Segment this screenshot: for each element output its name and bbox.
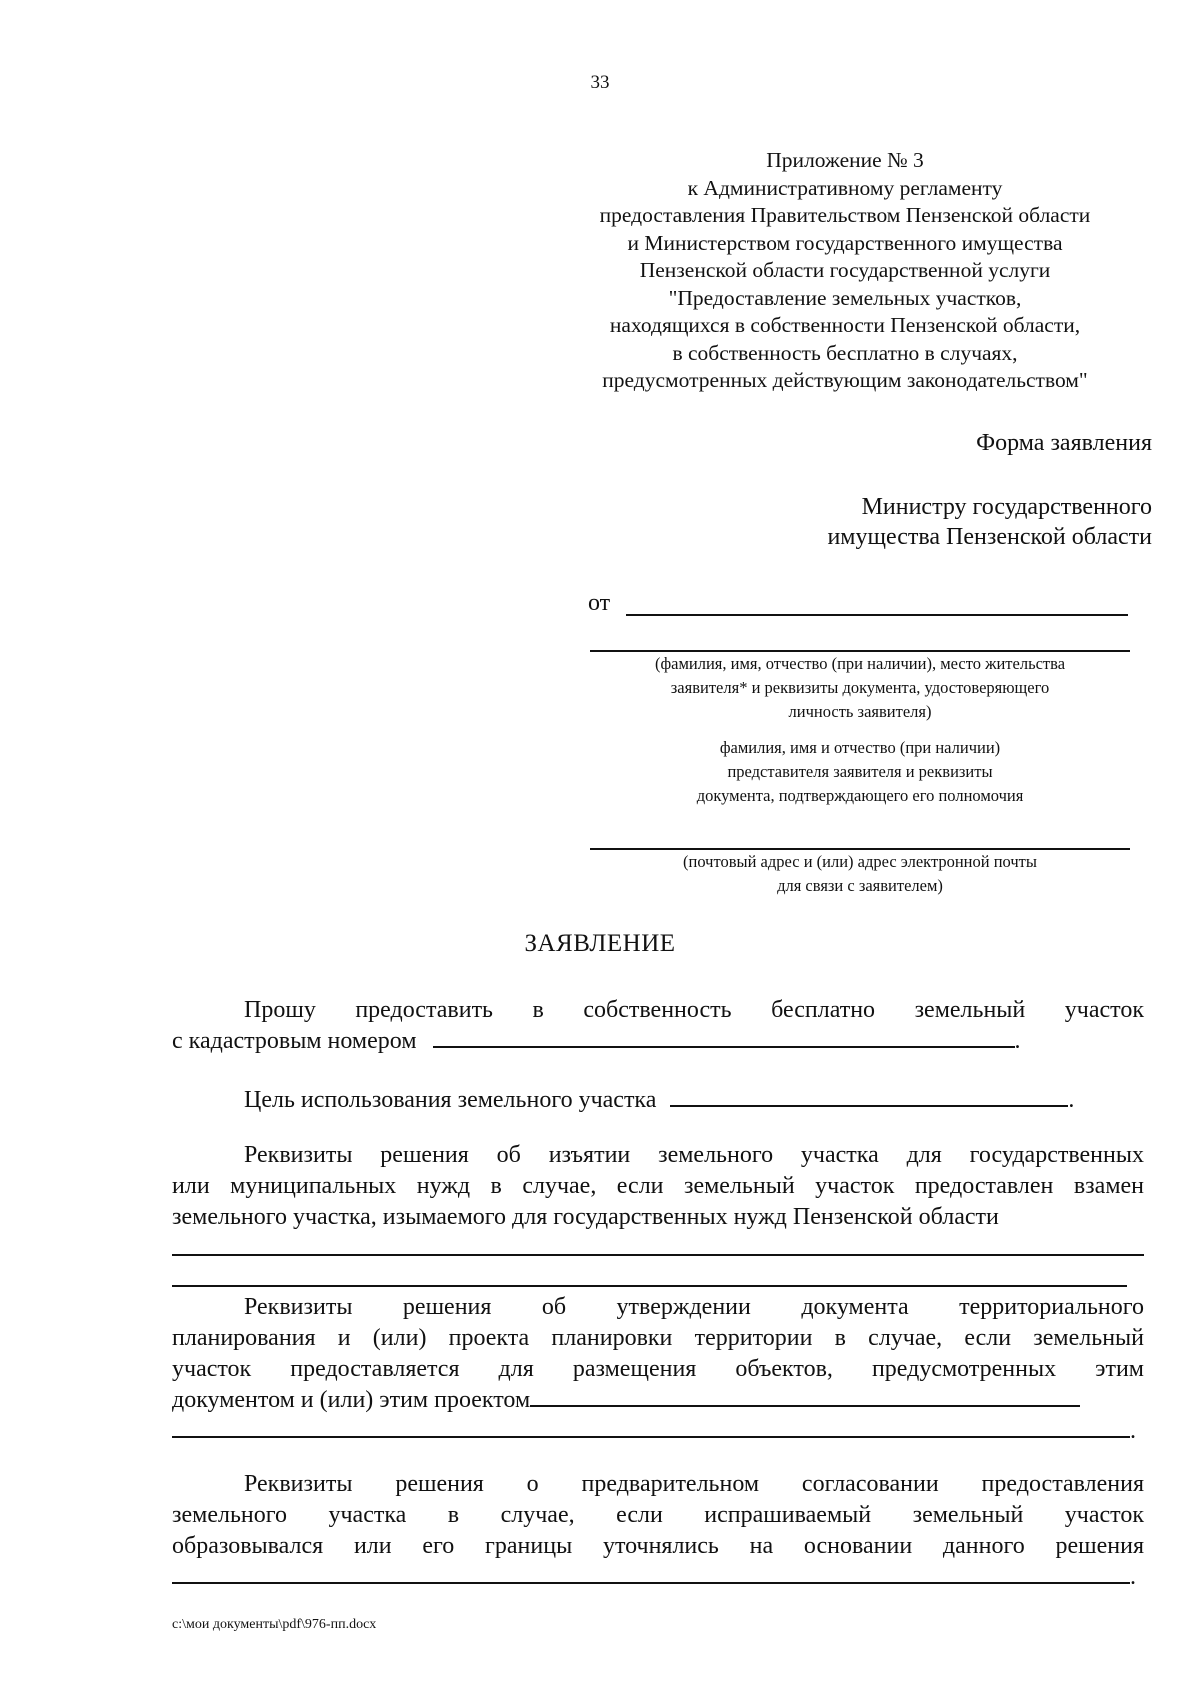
addressee-line: Министру государственного <box>861 494 1152 520</box>
purpose-paragraph <box>172 1085 1144 1116</box>
applicant-note-line: личность заявителя) <box>788 702 932 721</box>
contact-note <box>590 850 1130 898</box>
preliminary-line: Реквизиты решения о предварительном согласовании предоставления <box>244 1471 1144 1497</box>
appendix-line: Приложение № 3 <box>766 148 924 172</box>
appendix-line: предоставления Правительством Пензенской области <box>599 203 1091 227</box>
cadastral-row <box>172 1026 1144 1057</box>
from-label: от <box>588 590 611 616</box>
preliminary-line: образовывался или его границы уточнялись на основании данного решения <box>172 1533 1144 1559</box>
withdrawal-fill-line-2[interactable] <box>172 1285 1127 1287</box>
request-line: Прошу предоставить в собственность бесплатно земельный участок <box>244 997 1144 1023</box>
appendix-line: и Министерством государственного имущества <box>627 230 1063 255</box>
appendix-line: Пензенской области государственной услуги <box>639 258 1051 282</box>
planning-last-row <box>172 1385 1144 1416</box>
withdrawal-paragraph <box>172 1140 1144 1233</box>
cadastral-label: с кадастровым номером <box>172 1028 417 1054</box>
planning-paragraph <box>172 1292 1144 1416</box>
request-paragraph <box>172 995 1144 1057</box>
planning-last-label: документом и (или) этим проектом <box>172 1387 531 1413</box>
preliminary-continuation <box>172 1562 1136 1593</box>
representative-note-line: представителя заявителя и реквизиты <box>727 762 993 781</box>
footer-file-path: c:\мои документы\pdf\976-пп.docx <box>172 1617 377 1632</box>
planning-line: планирования и (или) проекта планировки территории в случае, если земельный <box>172 1325 1144 1351</box>
planning-line: участок предоставляется для размещения объектов, предусмотренных этим <box>172 1356 1144 1382</box>
planning-end: . <box>1130 1418 1136 1444</box>
appendix-line: к Административному регламенту <box>687 175 1003 200</box>
applicant-note-line: заявителя* и реквизиты документа, удостоверяющего <box>670 678 1050 697</box>
preliminary-line: земельного участка в случае, если испрашиваемый земельный участок <box>172 1502 1144 1528</box>
addressee-line: имущества Пензенской области <box>827 524 1152 550</box>
planning-fill-line[interactable] <box>172 1418 1130 1438</box>
appendix-line: находящихся в собственности Пензенской области, <box>609 313 1081 337</box>
from-fill-line <box>626 614 1128 616</box>
representative-note-line: фамилия, имя и отчество (при наличии) <box>719 738 1001 757</box>
purpose-end: . <box>1068 1087 1075 1113</box>
representative-note <box>590 736 1130 808</box>
preliminary-paragraph <box>172 1469 1144 1562</box>
from-field[interactable] <box>588 590 1128 620</box>
cadastral-end: . <box>1014 1028 1021 1054</box>
addressee <box>827 492 1152 552</box>
preliminary-fill-line[interactable] <box>172 1564 1130 1584</box>
appendix-line: в собственность бесплатно в случаях, <box>672 340 1018 365</box>
planning-field[interactable] <box>530 1387 1080 1407</box>
contact-note-line: для связи с заявителем) <box>777 876 943 895</box>
appendix-header <box>548 147 1142 395</box>
planning-line: Реквизиты решения об утверждении документа территориального <box>244 1294 1144 1320</box>
withdrawal-line: или муниципальных нужд в случае, если земельный участок предоставлен взамен <box>172 1173 1144 1199</box>
page-number: 33 <box>590 72 610 93</box>
purpose-row <box>172 1085 1144 1116</box>
purpose-label: Цель использования земельного участка <box>244 1087 657 1113</box>
cadastral-number-field[interactable] <box>433 1028 1015 1048</box>
applicant-note-line: (фамилия, имя, отчество (при наличии), место жительства <box>654 654 1066 673</box>
withdrawal-line: Реквизиты решения об изъятии земельного участка для государственных <box>244 1142 1144 1168</box>
appendix-line: "Предоставление земельных участков, <box>668 285 1022 310</box>
applicant-note <box>590 652 1130 724</box>
purpose-field[interactable] <box>670 1087 1068 1107</box>
form-label: Форма заявления <box>976 430 1152 456</box>
withdrawal-fill-line-1[interactable] <box>172 1254 1144 1256</box>
representative-note-line: документа, подтверждающего его полномочия <box>696 786 1024 805</box>
appendix-line: предусмотренных действующим законодательством" <box>602 368 1088 392</box>
planning-continuation <box>172 1416 1136 1447</box>
preliminary-end: . <box>1130 1564 1136 1590</box>
withdrawal-line: земельного участка, изымаемого для государственных нужд Пензенской области <box>172 1204 999 1230</box>
contact-note-line: (почтовый адрес и (или) адрес электронной почты <box>683 852 1037 871</box>
document-title: ЗАЯВЛЕНИЕ <box>524 930 676 957</box>
